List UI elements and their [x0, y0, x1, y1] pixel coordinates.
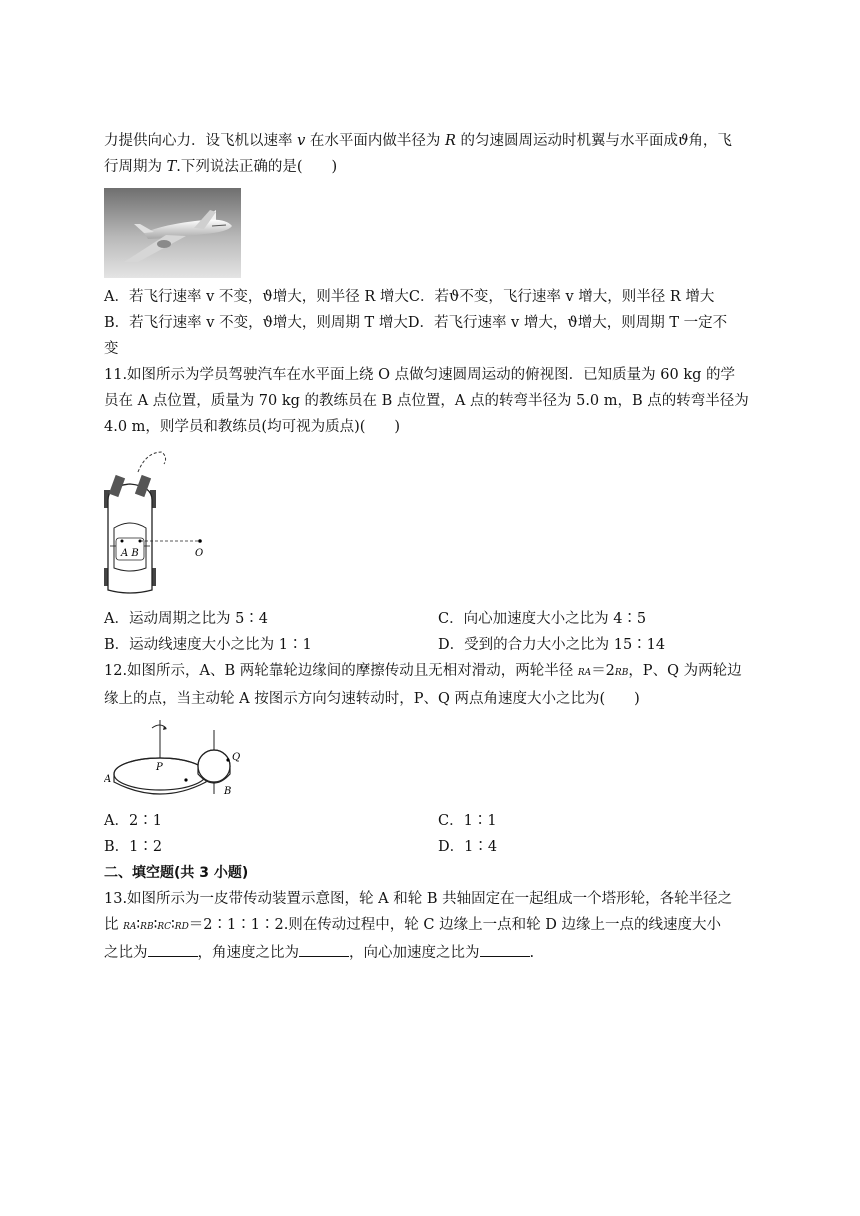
- worksheet: [104, 128, 756, 966]
- q13-stem-line2: 比 RA∶RB∶RC∶RD＝2∶1∶1∶2.则在传动过程中，轮 C 边缘上一点和轮 D 边缘上一点的线速度大小: [104, 917, 721, 933]
- q12-option-b[interactable]: B．1∶2: [104, 839, 163, 855]
- q11-option-a[interactable]: A．运动周期之比为 5∶4: [104, 611, 269, 627]
- q10-option-b[interactable]: B．若飞行速率 v 不变，ϑ增大，则周期 T 增大: [104, 315, 408, 331]
- q11-option-c[interactable]: C．向心加速度大小之比为 4∶5: [438, 611, 647, 627]
- q11-options-row1: [104, 606, 756, 632]
- q11-option-d[interactable]: D．受到的合力大小之比为 15∶14: [438, 637, 666, 653]
- q11-stem-line3: 4.0 m，则学员和教练员(均可视为质点)( ): [104, 419, 401, 435]
- car-top-view-figure: [104, 450, 224, 600]
- q10-options-line3: 变: [104, 341, 119, 357]
- friction-wheels-figure: [104, 720, 254, 802]
- fig-label-ab: A B: [121, 548, 139, 559]
- fig-label-o: O: [195, 548, 204, 559]
- q12-options-row2: [104, 834, 756, 860]
- answer-blank-centripetal-acceleration[interactable]: [480, 942, 530, 957]
- q12-stem-line2: 缘上的点，当主动轮 A 按图示方向匀速转动时，P、Q 两点角速度大小之比为( ): [104, 691, 640, 707]
- q10-option-c[interactable]: C．若ϑ不变，飞行速率 v 增大，则半径 R 增大: [408, 289, 715, 305]
- section-heading-fill-in: 二、填空题(共 3 小题): [104, 865, 249, 881]
- q10-option-d[interactable]: D．若飞行速率 v 增大，ϑ增大，则周期 T 一定不: [407, 315, 728, 331]
- fig-label-p: P: [156, 762, 163, 773]
- airplane-photo: [104, 188, 241, 278]
- q13-stem-line1: 13.如图所示为一皮带传动装置示意图，轮 A 和轮 B 共轴固定在一起组成一个塔形轮，各轮半径之: [104, 891, 733, 907]
- answer-blank-linear-speed[interactable]: [148, 942, 198, 957]
- q10-stem-line2: 行周期为 T.下列说法正确的是( ): [104, 159, 338, 175]
- q12-options-row1: [104, 808, 756, 834]
- q13-stem-line3: 之比为 ，角速度之比为 ，向心加速度之比为 .: [104, 940, 756, 966]
- q12-option-d[interactable]: D．1∶4: [438, 839, 498, 855]
- q10-option-a[interactable]: A．若飞行速率 v 不变，ϑ增大，则半径 R 增大: [104, 289, 409, 305]
- fig-label-b: B: [224, 786, 232, 797]
- q11-stem-line1: 11.如图所示为学员驾驶汽车在水平面上绕 O 点做匀速圆周运动的俯视图．已知质量为 60 kg 的学: [104, 367, 736, 383]
- fig-label-q: Q: [232, 752, 241, 763]
- q12-option-a[interactable]: A．2∶1: [104, 813, 162, 829]
- q12-stem-line1: 12.如图所示，A、B 两轮靠轮边缘间的摩擦传动且无相对滑动，两轮半径 RA＝2RB，P、Q 为两轮边: [104, 663, 742, 679]
- q10-options-line2: [104, 310, 756, 336]
- q11-stem-line2: 员在 A 点位置，质量为 70 kg 的教练员在 B 点位置，A 点的转弯半径为 5.0 m，B 点的转弯半径为: [104, 393, 749, 409]
- answer-blank-angular-speed[interactable]: [299, 942, 349, 957]
- q10-options-line1: [104, 284, 756, 310]
- q11-option-b[interactable]: B．运动线速度大小之比为 1∶1: [104, 637, 312, 653]
- q12-option-c[interactable]: C．1∶1: [438, 813, 497, 829]
- fig-label-a: A: [104, 774, 112, 785]
- q10-stem-line1: 力提供向心力．设飞机以速率 v 在水平面内做半径为 R 的匀速圆周运动时机翼与水平面成ϑ角，飞: [104, 133, 732, 149]
- q11-options-row2: [104, 632, 756, 658]
